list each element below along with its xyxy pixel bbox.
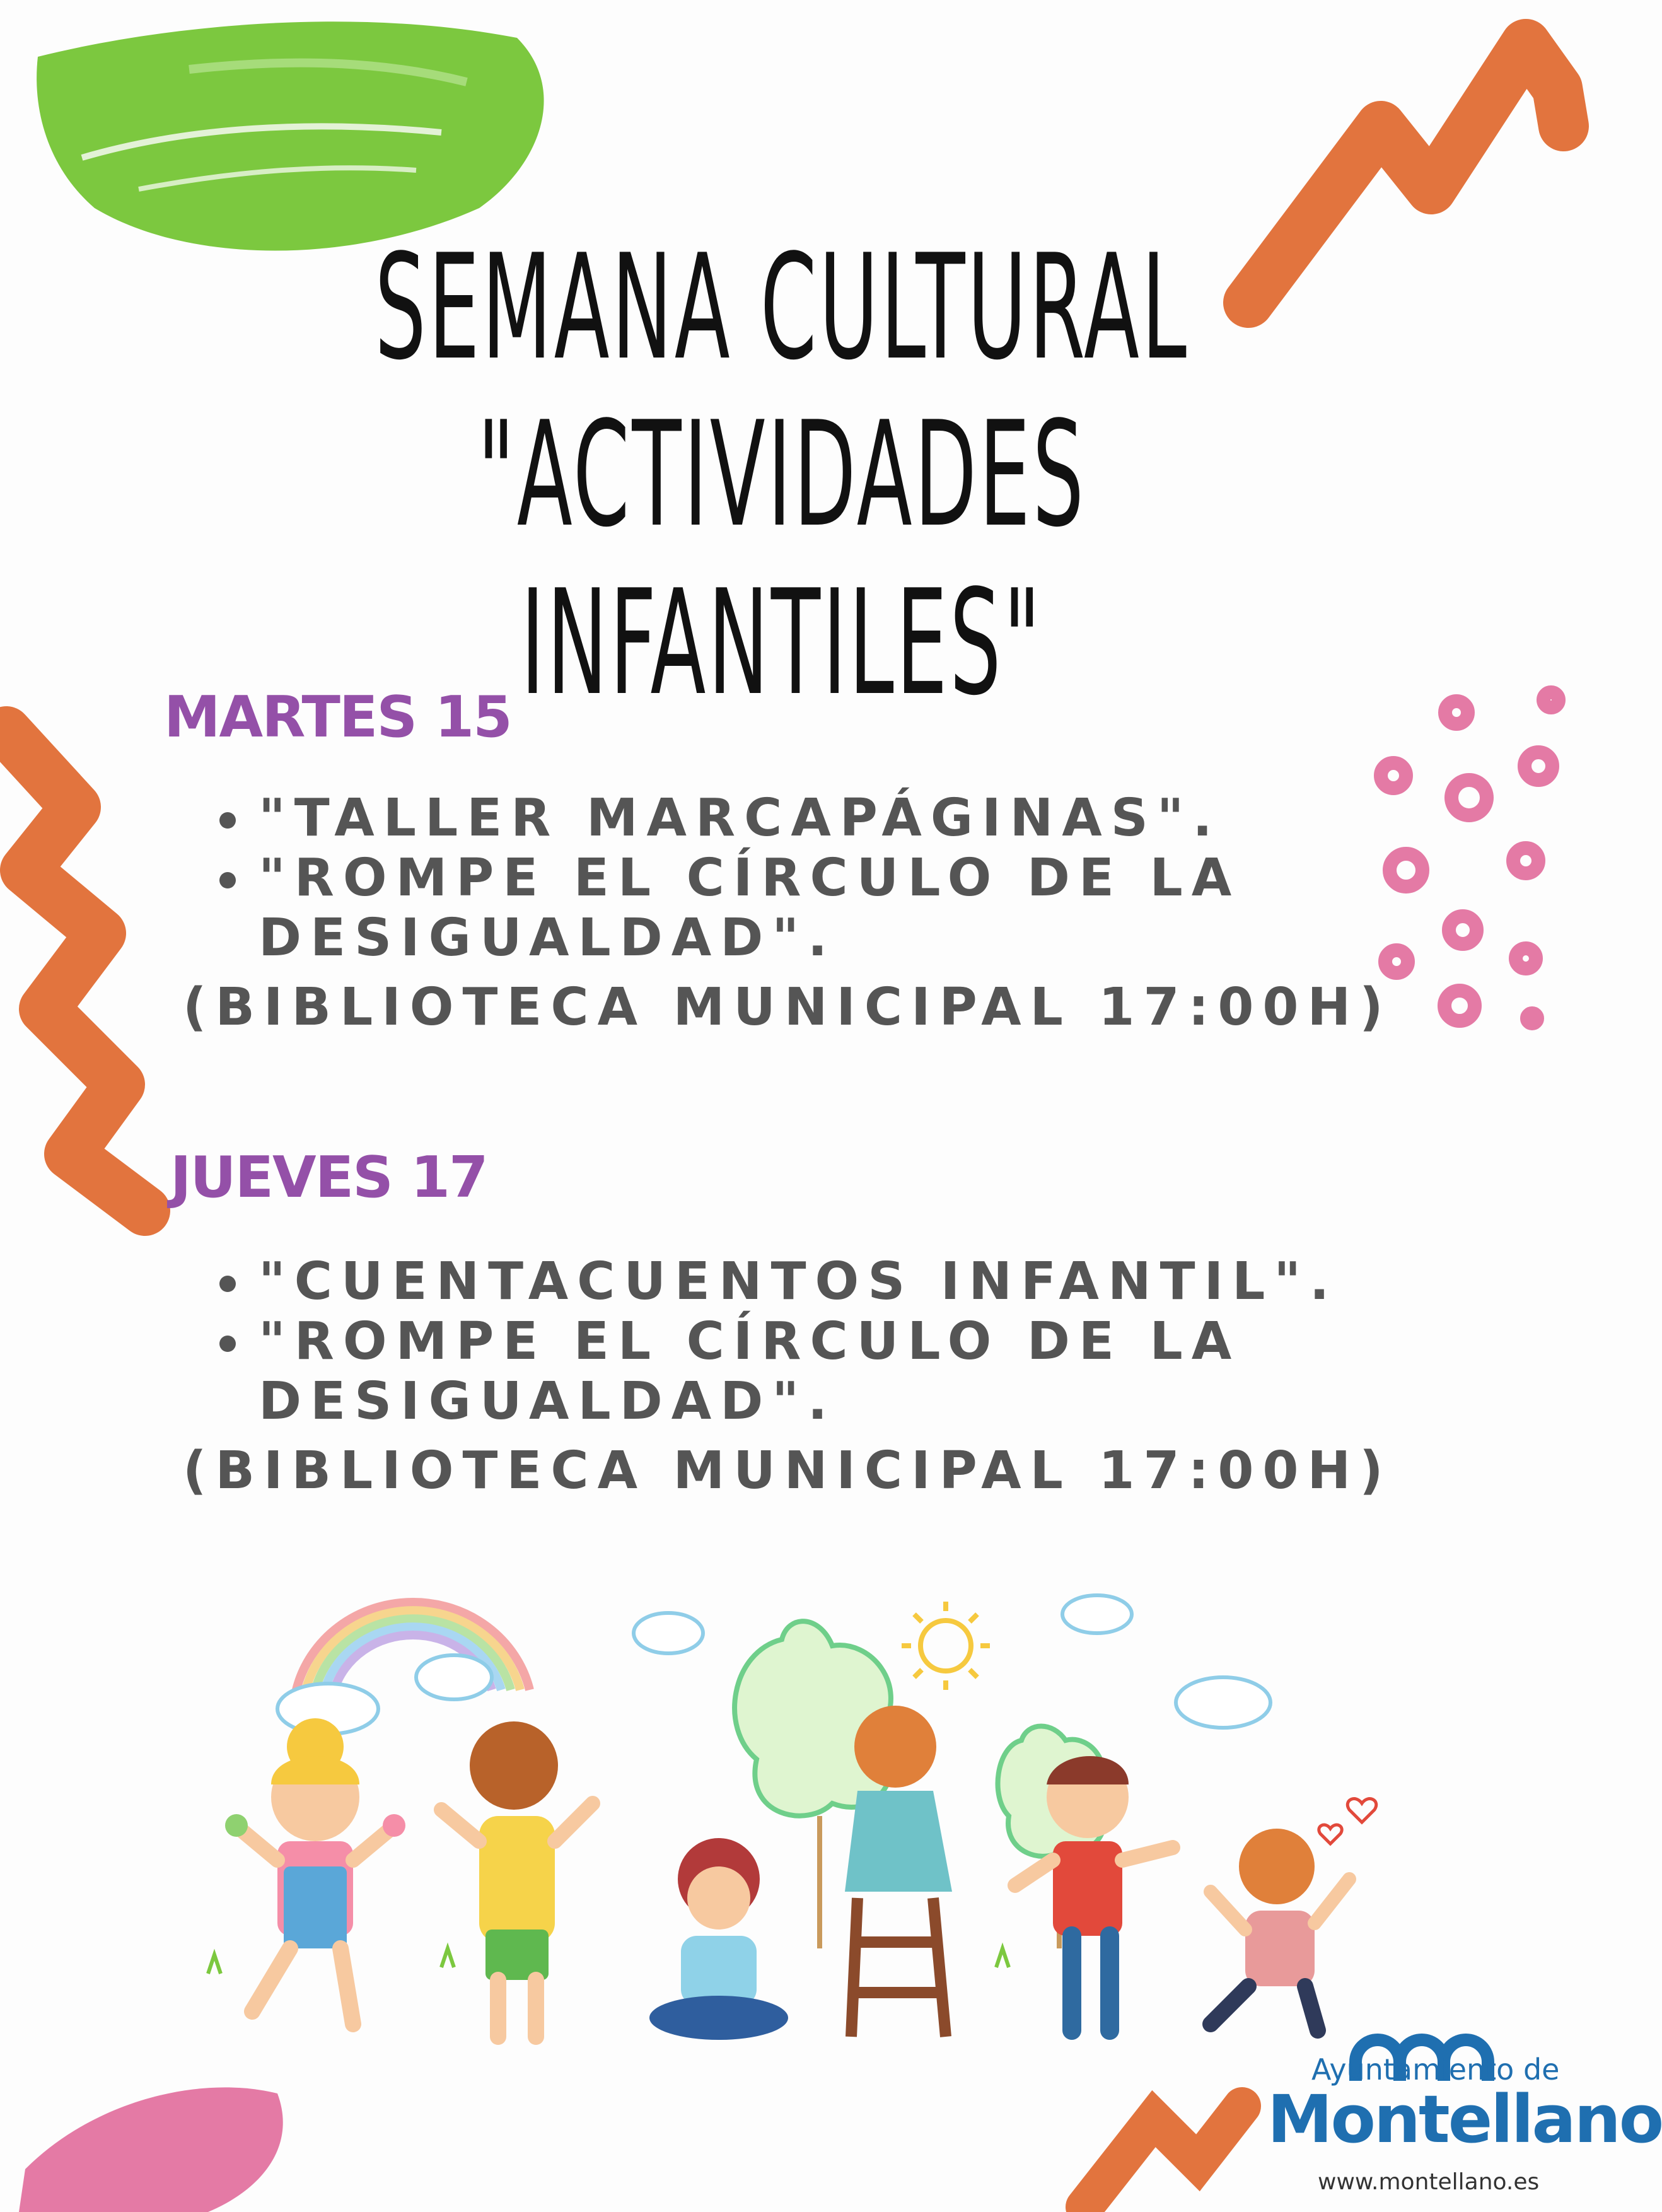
logo-name: Montellano (1267, 2081, 1662, 2158)
orange-zigzag-top-right (1248, 44, 1564, 303)
logo-url: www.montellano.es (1318, 2169, 1540, 2195)
heart-icons (1319, 1799, 1376, 1844)
event-day-martes: MARTES 15 (164, 684, 511, 750)
event-item: "ROMPE EL CÍRCULO DE LA (259, 1312, 1241, 1371)
sun-icon (902, 1602, 990, 1690)
pink-dots (1381, 692, 1559, 1023)
event-location: (BIBLIOTECA MUNICIPAL 17:00H) (183, 977, 1392, 1037)
kid-girl-sitting (649, 1838, 788, 2040)
poster-title-line1: SEMANA CULTURAL (375, 224, 1189, 392)
event-item: "ROMPE EL CÍRCULO DE LA (259, 848, 1241, 908)
event-item-continuation: DESIGUALDAD". (259, 908, 837, 968)
event-location: (BIBLIOTECA MUNICIPAL 17:00H) (183, 1441, 1392, 1501)
kids-drawing-illustration (208, 1595, 1376, 2040)
kid-girl-waving (225, 1718, 405, 2024)
pink-brush-stroke (19, 2087, 283, 2212)
orange-stroke-bottom (1084, 2106, 1242, 2207)
orange-zigzag-left (6, 731, 145, 1211)
kid-boy-drawing (441, 1721, 593, 2037)
logo-subtitle: Ayuntamiento de (1311, 2052, 1560, 2087)
event-item: "CUENTACUENTOS INFANTIL". (259, 1252, 1339, 1312)
kid-boy-kneeling (1211, 1829, 1349, 2030)
event-day-jueves: JUEVES 17 (170, 1144, 487, 1211)
kid-girl-on-ladder (845, 1706, 952, 2037)
poster-title-line2: "ACTIVIDADES INFANTILES" (477, 391, 1086, 728)
event-item: "TALLER MARCAPÁGINAS". (259, 788, 1221, 848)
rainbow-icon (296, 1602, 530, 1690)
green-brush-stroke (37, 21, 543, 250)
event-item-continuation: DESIGUALDAD". (259, 1371, 837, 1431)
